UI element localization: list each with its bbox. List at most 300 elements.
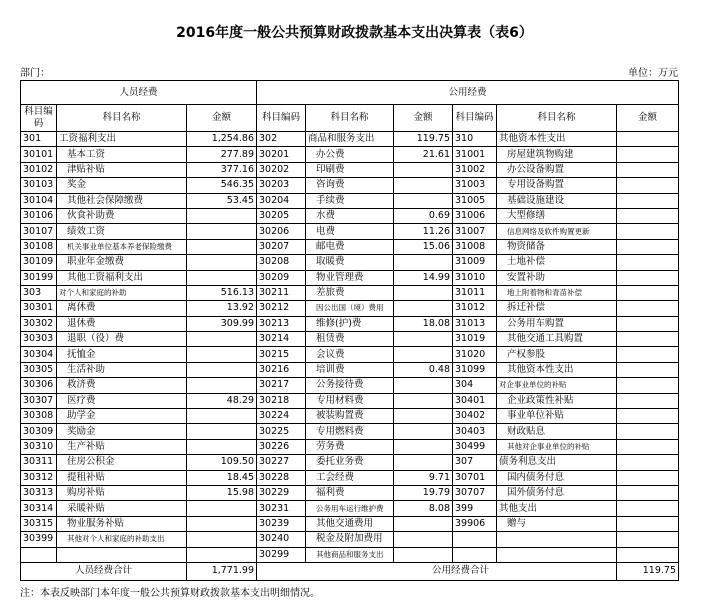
cell-amount <box>617 455 679 470</box>
cell-amount <box>617 239 679 254</box>
cell-amount <box>394 516 453 531</box>
cell-code: 30224 <box>257 409 306 424</box>
personnel-total-label: 人员经费合计 <box>21 562 187 580</box>
cell-code: 30199 <box>21 270 57 285</box>
cell-name: 离休费 <box>57 301 187 316</box>
cell-code: 30305 <box>21 362 57 377</box>
cell-name: 地上附着物和青苗补偿 <box>497 285 617 300</box>
public-header: 公用经费 <box>257 81 679 105</box>
cell-name: 专用设备购置 <box>497 178 617 193</box>
cell-amount <box>394 255 453 270</box>
cell-amount <box>394 178 453 193</box>
cell-amount <box>187 270 257 285</box>
cell-name: 税金及附加费用 <box>306 532 394 547</box>
cell-amount <box>187 409 257 424</box>
cell-code: 30302 <box>21 316 57 331</box>
cell-name: 因公出国（境）费用 <box>306 301 394 316</box>
cell-code: 30301 <box>21 301 57 316</box>
cell-amount <box>187 439 257 454</box>
table-row <box>21 409 679 424</box>
cell-name: 劳务费 <box>306 439 394 454</box>
table-row <box>21 285 679 300</box>
personnel-total-amount: 1,771.99 <box>187 562 257 580</box>
cell-name: 事业单位补贴 <box>497 409 617 424</box>
cell-amount <box>187 255 257 270</box>
cell-code: 30231 <box>257 501 306 516</box>
cell-code: 39906 <box>453 516 497 531</box>
cell-code: 31007 <box>453 224 497 239</box>
cell-amount <box>617 285 679 300</box>
cell-amount <box>394 439 453 454</box>
cell-amount <box>187 378 257 393</box>
cell-amount: 15.06 <box>394 239 453 254</box>
cell-code: 30303 <box>21 332 57 347</box>
cell-code: 30108 <box>21 239 57 254</box>
cell-code: 30304 <box>21 347 57 362</box>
cell-name: 信息网络及软件购置更新 <box>497 224 617 239</box>
public-total-label: 公用经费合计 <box>257 562 617 580</box>
cell-code: 302 <box>257 132 306 147</box>
page-title: 2016年度一般公共预算财政拨款基本支出决算表（表6） <box>176 25 533 41</box>
cell-code: 30225 <box>257 424 306 439</box>
cell-name: 商品和服务支出 <box>306 132 394 147</box>
cell-amount <box>617 439 679 454</box>
cell-name: 办公设备购置 <box>497 162 617 177</box>
cell-code: 31001 <box>453 147 497 162</box>
cell-code: 30212 <box>257 301 306 316</box>
cell-code: 31012 <box>453 301 497 316</box>
table-row <box>21 378 679 393</box>
cell-name: 取暖费 <box>306 255 394 270</box>
cell-code: 30240 <box>257 532 306 547</box>
cell-amount: 1,254.86 <box>187 132 257 147</box>
cell-code: 30209 <box>257 270 306 285</box>
cell-code: 30203 <box>257 178 306 193</box>
cell-code: 30306 <box>21 378 57 393</box>
cell-name: 水费 <box>306 208 394 223</box>
cell-code <box>21 547 57 562</box>
cell-name: 办公费 <box>306 147 394 162</box>
cell-amount <box>394 393 453 408</box>
cell-name: 维修(护)费 <box>306 316 394 331</box>
table-row <box>21 485 679 500</box>
cell-amount: 48.29 <box>187 393 257 408</box>
cell-name: 物资储备 <box>497 239 617 254</box>
unit-label: 单位：万元 <box>628 68 678 79</box>
cell-name: 奖励金 <box>57 424 187 439</box>
cell-code: 399 <box>453 501 497 516</box>
footnote: 注：本表反映部门本年度一般公共预算财政拨款基本支出明细情况。 <box>20 588 320 599</box>
cell-code: 30403 <box>453 424 497 439</box>
cell-amount <box>617 532 679 547</box>
public-total-amount: 119.75 <box>617 562 679 580</box>
cell-amount: 13.92 <box>187 301 257 316</box>
cell-code: 30201 <box>257 147 306 162</box>
table-row <box>21 162 679 177</box>
cell-name: 咨询费 <box>306 178 394 193</box>
cell-amount <box>617 409 679 424</box>
cell-amount: 546.35 <box>187 178 257 193</box>
cell-amount: 8.08 <box>394 501 453 516</box>
cell-code: 30401 <box>453 393 497 408</box>
cell-amount: 0.69 <box>394 208 453 223</box>
cell-amount: 109.50 <box>187 455 257 470</box>
cell-amount <box>394 409 453 424</box>
cell-name: 委托业务费 <box>306 455 394 470</box>
cell-code <box>453 532 497 547</box>
cell-code: 303 <box>21 285 57 300</box>
cell-code: 30104 <box>21 193 57 208</box>
cell-code: 30206 <box>257 224 306 239</box>
cell-amount: 277.89 <box>187 147 257 162</box>
cell-code: 30202 <box>257 162 306 177</box>
cell-name: 基础设施建设 <box>497 193 617 208</box>
cell-name: 伙食补助费 <box>57 208 187 223</box>
name-header: 科目名称 <box>306 105 394 132</box>
cell-name: 其他资本性支出 <box>497 132 617 147</box>
cell-amount <box>187 224 257 239</box>
amount-header: 金额 <box>394 105 453 132</box>
cell-name: 其他商品和服务支出 <box>306 547 394 562</box>
amount-header: 金额 <box>617 105 679 132</box>
cell-code: 30313 <box>21 485 57 500</box>
cell-name: 生产补贴 <box>57 439 187 454</box>
cell-amount <box>617 347 679 362</box>
cell-code: 30103 <box>21 178 57 193</box>
cell-name: 其他对个人和家庭的补助支出 <box>57 532 187 547</box>
table-row <box>21 393 679 408</box>
code-header: 科目编码 <box>21 105 57 132</box>
cell-amount: 377.16 <box>187 162 257 177</box>
cell-name: 住房公积金 <box>57 455 187 470</box>
cell-amount <box>617 378 679 393</box>
cell-name: 工会经费 <box>306 470 394 485</box>
cell-name: 生活补助 <box>57 362 187 377</box>
cell-code: 30215 <box>257 347 306 362</box>
cell-code: 30701 <box>453 470 497 485</box>
cell-code: 31002 <box>453 162 497 177</box>
cell-code: 30312 <box>21 470 57 485</box>
cell-code: 31003 <box>453 178 497 193</box>
cell-name: 物业服务补贴 <box>57 516 187 531</box>
cell-amount <box>617 162 679 177</box>
cell-code: 30402 <box>453 409 497 424</box>
cell-amount <box>617 501 679 516</box>
cell-code: 30218 <box>257 393 306 408</box>
cell-code: 30102 <box>21 162 57 177</box>
cell-code: 30109 <box>21 255 57 270</box>
cell-name: 提租补贴 <box>57 470 187 485</box>
cell-name: 大型修缮 <box>497 208 617 223</box>
table-row <box>21 362 679 377</box>
cell-code: 30101 <box>21 147 57 162</box>
cell-code: 30213 <box>257 316 306 331</box>
cell-code: 30106 <box>21 208 57 223</box>
cell-name: 企业政策性补贴 <box>497 393 617 408</box>
cell-amount <box>617 470 679 485</box>
cell-code: 30216 <box>257 362 306 377</box>
cell-amount <box>394 347 453 362</box>
cell-name: 其他对企事业单位的补贴 <box>497 439 617 454</box>
table-row <box>21 470 679 485</box>
cell-name: 邮电费 <box>306 239 394 254</box>
cell-amount: 19.79 <box>394 485 453 500</box>
cell-amount: 18.08 <box>394 316 453 331</box>
cell-code: 30217 <box>257 378 306 393</box>
cell-code: 31010 <box>453 270 497 285</box>
totals-row <box>21 562 679 580</box>
cell-name: 其他社会保障缴费 <box>57 193 187 208</box>
cell-amount <box>394 532 453 547</box>
cell-amount <box>617 424 679 439</box>
cell-amount: 0.48 <box>394 362 453 377</box>
table-row <box>21 255 679 270</box>
cell-name: 津贴补贴 <box>57 162 187 177</box>
cell-name: 其他交通工具购置 <box>497 332 617 347</box>
table-row <box>21 516 679 531</box>
cell-code: 30228 <box>257 470 306 485</box>
cell-name: 拆迁补偿 <box>497 301 617 316</box>
cell-amount <box>617 255 679 270</box>
cell-name: 工资福利支出 <box>57 132 187 147</box>
cell-amount <box>617 332 679 347</box>
cell-amount <box>187 239 257 254</box>
cell-name: 国内债务付息 <box>497 470 617 485</box>
cell-code: 310 <box>453 132 497 147</box>
table-row <box>21 239 679 254</box>
cell-amount <box>617 301 679 316</box>
cell-name: 救济费 <box>57 378 187 393</box>
cell-code: 304 <box>453 378 497 393</box>
cell-amount <box>394 547 453 562</box>
cell-name: 其他交通费用 <box>306 516 394 531</box>
cell-code: 30229 <box>257 485 306 500</box>
cell-code: 30308 <box>21 409 57 424</box>
cell-amount <box>394 378 453 393</box>
cell-name: 产权参股 <box>497 347 617 362</box>
table-row <box>21 147 679 162</box>
cell-amount: 309.99 <box>187 316 257 331</box>
cell-name: 房屋建筑物购建 <box>497 147 617 162</box>
cell-amount <box>187 424 257 439</box>
cell-code <box>453 547 497 562</box>
department-label: 部门： <box>20 68 50 79</box>
cell-amount <box>187 208 257 223</box>
cell-name: 公务用车运行维护费 <box>306 501 394 516</box>
cell-code: 30309 <box>21 424 57 439</box>
cell-amount <box>187 547 257 562</box>
cell-code: 31005 <box>453 193 497 208</box>
table-row <box>21 132 679 147</box>
cell-name: 国外债务付息 <box>497 485 617 500</box>
cell-name: 电费 <box>306 224 394 239</box>
cell-code: 30315 <box>21 516 57 531</box>
cell-code: 30499 <box>453 439 497 454</box>
cell-name <box>57 547 187 562</box>
amount-header: 金额 <box>187 105 257 132</box>
cell-amount <box>617 147 679 162</box>
cell-name: 绩效工资 <box>57 224 187 239</box>
cell-name <box>497 547 617 562</box>
cell-code: 30208 <box>257 255 306 270</box>
cell-amount <box>617 193 679 208</box>
cell-name: 其他资本性支出 <box>497 362 617 377</box>
cell-amount: 9.71 <box>394 470 453 485</box>
table-row <box>21 424 679 439</box>
cell-code: 31006 <box>453 208 497 223</box>
cell-code: 30107 <box>21 224 57 239</box>
cell-amount <box>394 162 453 177</box>
cell-name: 印刷费 <box>306 162 394 177</box>
cell-code: 31011 <box>453 285 497 300</box>
cell-amount: 53.45 <box>187 193 257 208</box>
cell-name: 基本工资 <box>57 147 187 162</box>
cell-name: 安置补助 <box>497 270 617 285</box>
table-row <box>21 193 679 208</box>
cell-code: 30307 <box>21 393 57 408</box>
cell-amount <box>617 224 679 239</box>
table-row <box>21 332 679 347</box>
cell-amount: 119.75 <box>394 132 453 147</box>
table-row <box>21 316 679 331</box>
cell-name: 专用燃料费 <box>306 424 394 439</box>
cell-code: 31009 <box>453 255 497 270</box>
cell-name: 福利费 <box>306 485 394 500</box>
cell-code: 30214 <box>257 332 306 347</box>
cell-code: 31019 <box>453 332 497 347</box>
cell-name: 差旅费 <box>306 285 394 300</box>
cell-amount <box>394 455 453 470</box>
cell-amount: 516.13 <box>187 285 257 300</box>
cell-code: 30311 <box>21 455 57 470</box>
table-row <box>21 347 679 362</box>
cell-amount <box>617 547 679 562</box>
cell-name: 其他支出 <box>497 501 617 516</box>
table-row <box>21 532 679 547</box>
cell-amount <box>617 316 679 331</box>
name-header: 科目名称 <box>57 105 187 132</box>
cell-amount <box>394 332 453 347</box>
cell-code: 30205 <box>257 208 306 223</box>
cell-amount: 11.26 <box>394 224 453 239</box>
cell-amount <box>617 516 679 531</box>
personnel-header: 人员经费 <box>21 81 257 105</box>
cell-amount <box>617 362 679 377</box>
table-row <box>21 439 679 454</box>
cell-amount <box>617 393 679 408</box>
cell-code: 30310 <box>21 439 57 454</box>
cell-code: 30299 <box>257 547 306 562</box>
cell-code: 30204 <box>257 193 306 208</box>
code-header: 科目编码 <box>453 105 497 132</box>
cell-amount <box>187 362 257 377</box>
cell-name: 对个人和家庭的补助 <box>57 285 187 300</box>
cell-name: 职业年金缴费 <box>57 255 187 270</box>
cell-amount <box>617 132 679 147</box>
cell-name: 医疗费 <box>57 393 187 408</box>
cell-name: 专用材料费 <box>306 393 394 408</box>
table-row <box>21 501 679 516</box>
cell-name: 退职（役）费 <box>57 332 187 347</box>
table-row <box>21 455 679 470</box>
cell-code: 30227 <box>257 455 306 470</box>
table-row <box>21 178 679 193</box>
cell-code: 30207 <box>257 239 306 254</box>
table-row <box>21 270 679 285</box>
cell-amount <box>187 501 257 516</box>
cell-code: 301 <box>21 132 57 147</box>
cell-code: 30399 <box>21 532 57 547</box>
cell-name: 财政贴息 <box>497 424 617 439</box>
cell-name: 手续费 <box>306 193 394 208</box>
cell-name: 赠与 <box>497 516 617 531</box>
cell-name: 抚恤金 <box>57 347 187 362</box>
table-row <box>21 208 679 223</box>
cell-code: 30314 <box>21 501 57 516</box>
cell-amount: 15.98 <box>187 485 257 500</box>
cell-code: 31020 <box>453 347 497 362</box>
cell-amount <box>187 332 257 347</box>
cell-name: 机关事业单位基本养老保险缴费 <box>57 239 187 254</box>
cell-name <box>497 532 617 547</box>
code-header: 科目编码 <box>257 105 306 132</box>
cell-code: 30707 <box>453 485 497 500</box>
cell-amount <box>617 208 679 223</box>
cell-name: 奖金 <box>57 178 187 193</box>
cell-name: 购房补贴 <box>57 485 187 500</box>
cell-code: 30211 <box>257 285 306 300</box>
cell-amount <box>394 301 453 316</box>
cell-amount <box>394 285 453 300</box>
cell-code: 31099 <box>453 362 497 377</box>
cell-code: 31008 <box>453 239 497 254</box>
cell-amount: 21.61 <box>394 147 453 162</box>
cell-name: 公务用车购置 <box>497 316 617 331</box>
cell-name: 对企事业单位的补贴 <box>497 378 617 393</box>
cell-amount <box>617 178 679 193</box>
cell-name: 土地补偿 <box>497 255 617 270</box>
table-row <box>21 224 679 239</box>
cell-amount <box>187 347 257 362</box>
expenditure-table <box>20 80 679 581</box>
cell-amount <box>617 485 679 500</box>
cell-name: 采暖补贴 <box>57 501 187 516</box>
cell-amount: 14.99 <box>394 270 453 285</box>
cell-amount <box>394 193 453 208</box>
cell-amount <box>394 424 453 439</box>
table-row <box>21 547 679 562</box>
cell-amount <box>187 532 257 547</box>
cell-name: 债务利息支出 <box>497 455 617 470</box>
table-row <box>21 301 679 316</box>
cell-amount: 18.45 <box>187 470 257 485</box>
cell-amount <box>617 270 679 285</box>
cell-name: 租赁费 <box>306 332 394 347</box>
cell-code: 307 <box>453 455 497 470</box>
cell-code: 30226 <box>257 439 306 454</box>
cell-name: 其他工资福利支出 <box>57 270 187 285</box>
cell-name: 助学金 <box>57 409 187 424</box>
cell-name: 被装购置费 <box>306 409 394 424</box>
cell-name: 物业管理费 <box>306 270 394 285</box>
cell-code: 30239 <box>257 516 306 531</box>
cell-name: 培训费 <box>306 362 394 377</box>
cell-amount <box>187 516 257 531</box>
cell-name: 会议费 <box>306 347 394 362</box>
cell-code: 31013 <box>453 316 497 331</box>
cell-name: 公务接待费 <box>306 378 394 393</box>
cell-name: 退休费 <box>57 316 187 331</box>
